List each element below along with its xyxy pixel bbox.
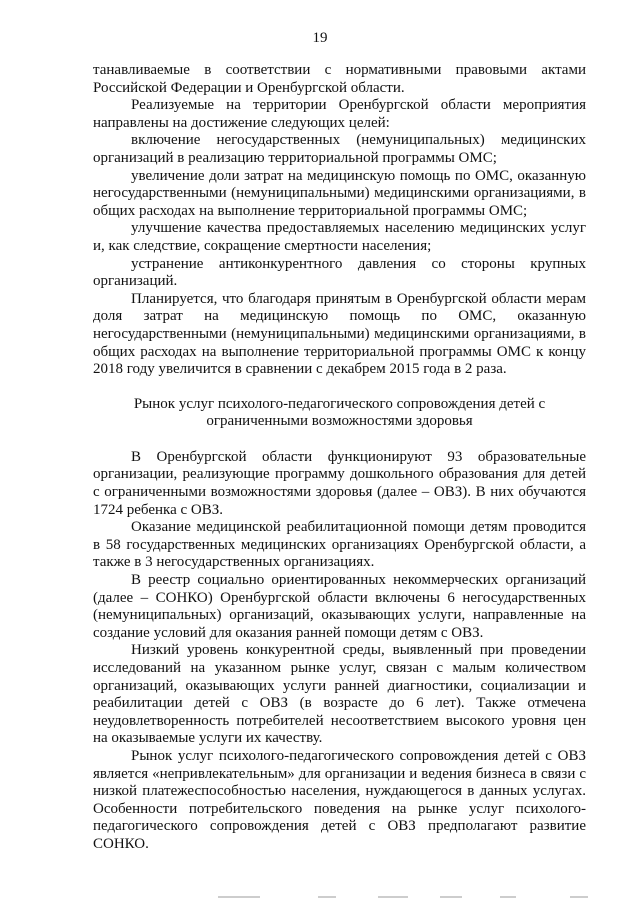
scan-mark: [440, 896, 462, 898]
paragraph-plan: Планируется, что благодаря принятым в Оренбургской области мерам доля затрат на медицинскую помощь по ОМС, оказанную негосударственными (немуниципальными) медицинскими организациями, в общих расходах на выполнение территориальной программы ОМС к концу 2018 году увеличится в сравнении с декабрем 2015 года в 2 раза.: [93, 290, 586, 378]
goal-item: улучшение качества предоставляемых населению медицинских услуг и, как следствие, сокращение смертности населения;: [93, 220, 586, 254]
paragraph-body: Низкий уровень конкурентной среды, выявленный при проведении исследований на указанном рынке услуг, связан с малым количеством организаций, оказывающих услуги ранней диагностики, социализации и реабилитации детей с ОВЗ (в возрасте до 6 лет). Также отмечена неудовлетворенность потребителей несоответствием высокого уровня цен на оказываемые услуги их качеству.: [93, 642, 586, 747]
goal-item: увеличение доли затрат на медицинскую помощь по ОМС, оказанную негосударственными (немуниципальными) медицинскими организациями, в общих расходах на выполнение территориальной программы ОМС;: [93, 167, 586, 219]
paragraph-body: В Оренбургской области функционируют 93 образовательные организации, реализующие программу дошкольного образования для детей с ограниченными возможностями здоровья (далее – ОВЗ). В них обучаются 1724 ребенка с ОВЗ.: [93, 448, 586, 518]
scan-artifact-strip: [0, 890, 640, 904]
document-body: [93, 62, 586, 854]
scan-mark: [570, 896, 588, 898]
scan-mark: [500, 896, 516, 898]
section-heading-line: Рынок услуг психолого-педагогического сопровождения детей с: [133, 395, 546, 412]
scan-mark: [218, 896, 260, 898]
paragraph-continuation: танавливаемые в соответствии с нормативными правовыми актами Российской Федерации и Оренбургской области.: [93, 62, 586, 96]
section-heading: [93, 396, 586, 431]
paragraph-body: Рынок услуг психолого-педагогического сопровождения детей с ОВЗ является «непривлекательным» для организации и ведения бизнеса в связи с низкой платежеспособностью населения, нуждающегося в данных услугах. Особенности потребительского поведения на рынке услуг психолого-педагогического сопровождения детей с ОВЗ предполагают развитие СОНКО.: [93, 747, 586, 852]
goal-item: включение негосударственных (немуниципальных) медицинских организаций в реализацию территориальной программы ОМС;: [93, 132, 586, 166]
scan-mark: [318, 896, 336, 898]
paragraph-body: Оказание медицинской реабилитационной помощи детям проводится в 58 государственных медицинских организациях Оренбургской области, а также в 3 негосударственных организациях.: [93, 519, 586, 571]
paragraph-body: В реестр социально ориентированных некоммерческих организаций (далее – СОНКО) Оренбургской области включены 6 негосударственных (немуниципальных) организаций, оказывающих услуги, направленные на создание условий для оказания ранней помощи детям с ОВЗ.: [93, 572, 586, 641]
section-heading-line: ограниченными возможностями здоровья: [206, 413, 473, 430]
page-number: 19: [312, 30, 328, 46]
paragraph-goals-intro: Реализуемые на территории Оренбургской области мероприятия направлены на достижение следующих целей:: [93, 97, 586, 131]
goal-item: устранение антиконкурентного давления со стороны крупных организаций.: [93, 255, 586, 290]
scan-mark: [378, 896, 408, 898]
